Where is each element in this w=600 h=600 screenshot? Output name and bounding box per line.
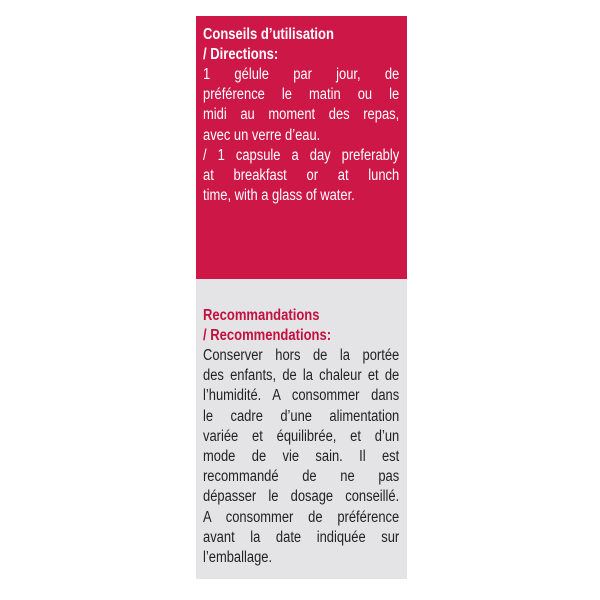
- directions-title-line: Conseils d’utilisation: [203, 26, 334, 43]
- directions-section: [196, 16, 407, 279]
- recommendations-content: [203, 306, 399, 568]
- recommendations-title-line: Recommandations: [203, 307, 320, 324]
- recommendations-text-line: des enfants, de la chaleur et de: [203, 367, 400, 385]
- recommendations-text-line: le cadre d’une alimentation: [203, 407, 400, 425]
- directions-text-line: préférence le matin ou le: [203, 86, 400, 104]
- directions-title: [203, 25, 368, 65]
- directions-text-line: time, with a glass of water.: [203, 187, 355, 205]
- directions-text-line: midi au moment des repas,: [203, 106, 400, 124]
- recommendations-title: [203, 306, 368, 346]
- directions-content: [203, 25, 399, 206]
- recommendations-text-line: l’emballage.: [203, 549, 273, 567]
- recommendations-text-line: l’humidité. A consommer dans: [203, 387, 400, 405]
- recommendations-text-line: mode de vie sain. Il est: [203, 448, 400, 466]
- recommendations-text: [203, 346, 399, 568]
- recommendations-title-line: / Recommendations:: [203, 327, 332, 344]
- recommendations-text-line: variée et équilibrée, et d’un: [203, 427, 400, 445]
- directions-text-line: 1 gélule par jour, de: [203, 66, 400, 83]
- recommendations-section: [196, 279, 407, 579]
- recommendations-text-line: avant la date indiquée sur: [203, 528, 400, 546]
- directions-text-line: / 1 capsule a day preferably: [203, 146, 400, 164]
- directions-title-line: / Directions:: [203, 46, 279, 63]
- recommendations-text-line: A consommer de préférence: [203, 508, 400, 526]
- directions-text-line: avec un verre d’eau.: [203, 126, 321, 144]
- directions-text-line: at breakfast or at lunch: [203, 167, 400, 185]
- product-label-panel: [196, 16, 407, 579]
- recommendations-text-line: dépasser le dosage conseillé.: [203, 488, 400, 506]
- directions-text: [203, 65, 399, 206]
- recommendations-text-line: recommandé de ne pas: [203, 468, 400, 486]
- recommendations-text-line: Conserver hors de la portée: [203, 347, 400, 364]
